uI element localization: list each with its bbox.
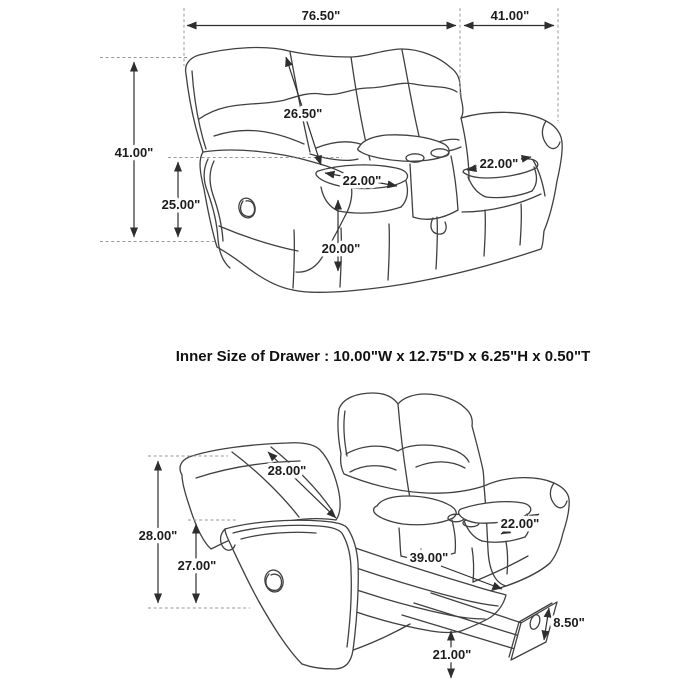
dim-footrest-plate-label: 8.50" (553, 615, 585, 630)
right-arm (484, 478, 569, 586)
dim-reclined-arm-height-label: 27.00" (177, 558, 217, 573)
dim-reclined-height (139, 461, 178, 603)
dim-reclined-seat-width-label: 22.00" (500, 516, 540, 531)
dim-arm-height-label: 25.00" (161, 197, 201, 212)
console-front (399, 528, 401, 556)
foot-plate (511, 602, 557, 660)
dim-overall-depth (464, 8, 554, 26)
left-arm (225, 520, 358, 669)
base-seam (472, 548, 474, 582)
reclined-view-sofa-drawing (177, 393, 569, 669)
dim-reclined-height-label: 28.00" (138, 528, 178, 543)
console-front (452, 520, 455, 553)
dim-floor-clearance-label: 21.00" (432, 647, 472, 662)
drawer-size-note: Inner Size of Drawer : 10.00"W x 12.75"D x 6.25"H x 0.50"T (175, 348, 591, 365)
dim-arm-height (162, 162, 201, 237)
dim-seat-height-label: 20.00" (321, 241, 361, 256)
dim-overall-height (115, 62, 154, 237)
dim-back-length-label: 28.00" (267, 463, 307, 478)
dim-recline-length-label: 39.00" (409, 550, 449, 565)
dim-floor-clearance (433, 631, 472, 678)
console-top (374, 496, 457, 525)
dim-overall-height-label: 41.00" (114, 145, 154, 160)
dim-overall-width (187, 8, 456, 26)
dim-left-seat-width-label: 22.00" (342, 173, 382, 188)
upright-backrest (338, 393, 484, 493)
dim-back-height-label: 26.50" (283, 106, 323, 121)
dim-right-seat-width-label: 22.00" (479, 156, 519, 171)
dim-overall-width-label: 76.50" (301, 8, 341, 23)
dim-overall-depth-label: 41.00" (490, 8, 530, 23)
